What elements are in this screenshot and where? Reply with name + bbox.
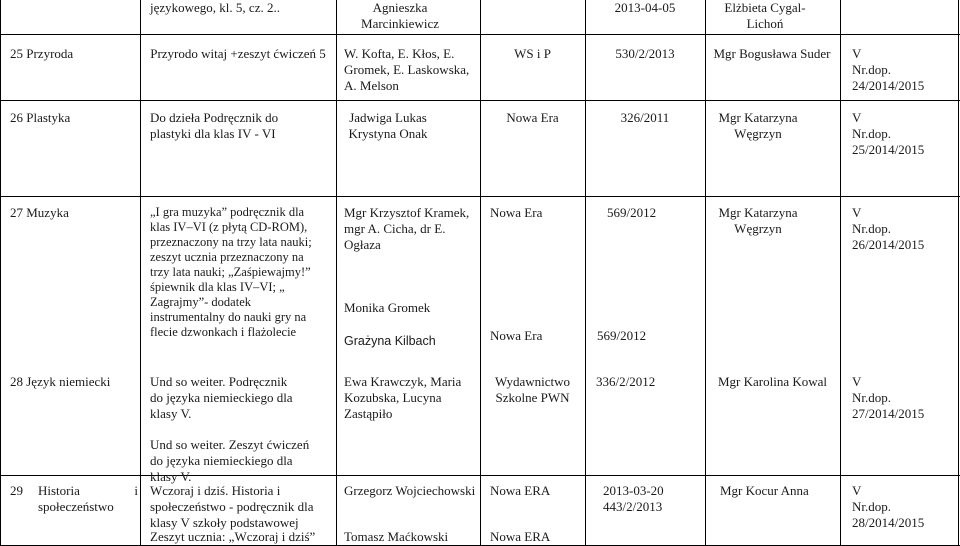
row-top-title: językowego, kl. 5, cz. 2.. <box>150 0 280 15</box>
row-top-authors: Agnieszka Marcinkiewicz <box>361 0 439 31</box>
row-29-class: V <box>852 483 862 498</box>
row-27-approval-1: 569/2012 <box>607 205 657 220</box>
row-28-teacher: Mgr Karolina Kowal <box>718 374 828 389</box>
row-29-title: Wczoraj i dziś. Historia i społeczeństwo - podręcznik dla klasy V szkoły podstawowej <box>150 483 314 530</box>
row-25-authors: W. Kofta, E. Kłos, E. Gromek, E. Laskowska, A. Melson <box>344 46 470 93</box>
row-26-nrdop: 25/2014/2015 <box>852 142 925 157</box>
row-28-approval: 336/2/2012 <box>596 374 656 389</box>
row-27-publisher-2: Nowa Era <box>490 328 543 343</box>
row-27-authors-1: Mgr Krzysztof Kramek, mgr A. Cicha, dr E. Ogłaza <box>344 205 470 252</box>
row-29-approval: 2013-03-20 443/2/2013 <box>603 483 664 514</box>
row-26-authors: Jadwiga Lukas Krystyna Onak <box>348 110 428 141</box>
row-29-number: 29 <box>10 483 23 498</box>
column-border <box>958 0 959 546</box>
row-27-approval-2: 569/2012 <box>597 328 647 343</box>
column-border <box>840 0 841 546</box>
row-27-authors-3: Grażyna Kilbach <box>344 334 436 348</box>
row-25-teacher: Mgr Bogusława Suder <box>713 46 831 61</box>
row-25-nrdop-label: Nr.dop. <box>852 62 891 77</box>
row-27-teacher: Mgr Katarzyna Węgrzyn <box>718 205 798 236</box>
row-28-authors: Ewa Krawczyk, Maria Kozubska, Lucyna Zastąpiło <box>344 374 462 421</box>
row-29-nrdop: 28/2014/2015 <box>852 515 925 530</box>
row-26-subject: 26 Plastyka <box>10 110 71 125</box>
row-27-nrdop: 26/2014/2015 <box>852 237 925 252</box>
row-29-subject: Historia i społeczeństwo <box>38 483 138 514</box>
row-25-subject: 25 Przyroda <box>10 46 74 61</box>
row-26-approval: 326/2011 <box>620 110 670 125</box>
row-26-class: V <box>852 110 862 125</box>
row-28-title-1: Und so weiter. Podręcznik do języka niemieckiego dla klasy V. <box>150 374 293 421</box>
column-border <box>705 0 706 546</box>
column-border <box>480 0 481 546</box>
row-27-authors-2: Monika Gromek <box>344 300 431 315</box>
row-25-class: V <box>852 46 862 61</box>
row-29-publisher-2: Nowa ERA <box>490 529 551 544</box>
row-top-date: 2013-04-05 <box>614 0 676 15</box>
row-28-publisher: Wydawnictwo Szkolne PWN <box>494 374 571 405</box>
row-25-title: Przyrodo witaj +zeszyt ćwiczeń 5 <box>150 46 326 61</box>
row-27-publisher-1: Nowa Era <box>490 205 543 220</box>
row-29-publisher-1: Nowa ERA <box>490 483 551 498</box>
column-border <box>0 0 1 546</box>
row-top-teacher: Elżbieta Cygal-Lichoń <box>724 0 806 31</box>
row-26-nrdop-label: Nr.dop. <box>852 126 891 141</box>
row-29-nrdop-label: Nr.dop. <box>852 499 891 514</box>
column-border <box>585 0 586 546</box>
row-25-approval: 530/2/2013 <box>615 46 675 61</box>
row-29-authors-1: Grzegorz Wojciechowski <box>344 483 476 498</box>
column-border <box>140 0 141 546</box>
row-26-title: Do dzieła Podręcznik do plastyki dla klas IV - VI <box>150 110 279 141</box>
row-29-teacher: Mgr Kocur Anna <box>720 483 809 498</box>
row-27-class: V <box>852 205 862 220</box>
row-28-nrdop: 27/2014/2015 <box>852 406 925 421</box>
row-26-teacher: Mgr Katarzyna Węgrzyn <box>718 110 798 141</box>
row-26-publisher: Nowa Era <box>506 110 559 125</box>
row-27-subject: 27 Muzyka <box>10 205 69 220</box>
row-29-authors-2: Tomasz Maćkowski <box>344 529 449 544</box>
column-border <box>336 0 337 546</box>
row-28-class: V <box>852 374 862 389</box>
row-25-nrdop: 24/2014/2015 <box>852 78 925 93</box>
row-28-title-2: Und so weiter. Zeszyt ćwiczeń do języka niemieckiego dla klasy V. <box>150 437 310 484</box>
row-27-nrdop-label: Nr.dop. <box>852 221 891 236</box>
row-27-title: „I gra muzyka” podręcznik dla klas IV–VI (z płytą CD-ROM), przeznaczony na trzy lata nauki; zeszyt ucznia przeznaczony na trzy lata nauki; „Zaśpiewajmy!” śpiewnik dla klas IV–VI; „ Zagrajmy”- dodatek instrumentalny do nauki gry na flecie dzwonkach i flażolecie <box>150 205 312 339</box>
row-29-title-2: Zeszyt ucznia: „Wczoraj i dziś” <box>150 529 316 544</box>
row-25-publisher: WS i P <box>514 46 551 61</box>
row-28-subject: 28 Język niemiecki <box>10 374 111 389</box>
row-28-nrdop-label: Nr.dop. <box>852 390 891 405</box>
